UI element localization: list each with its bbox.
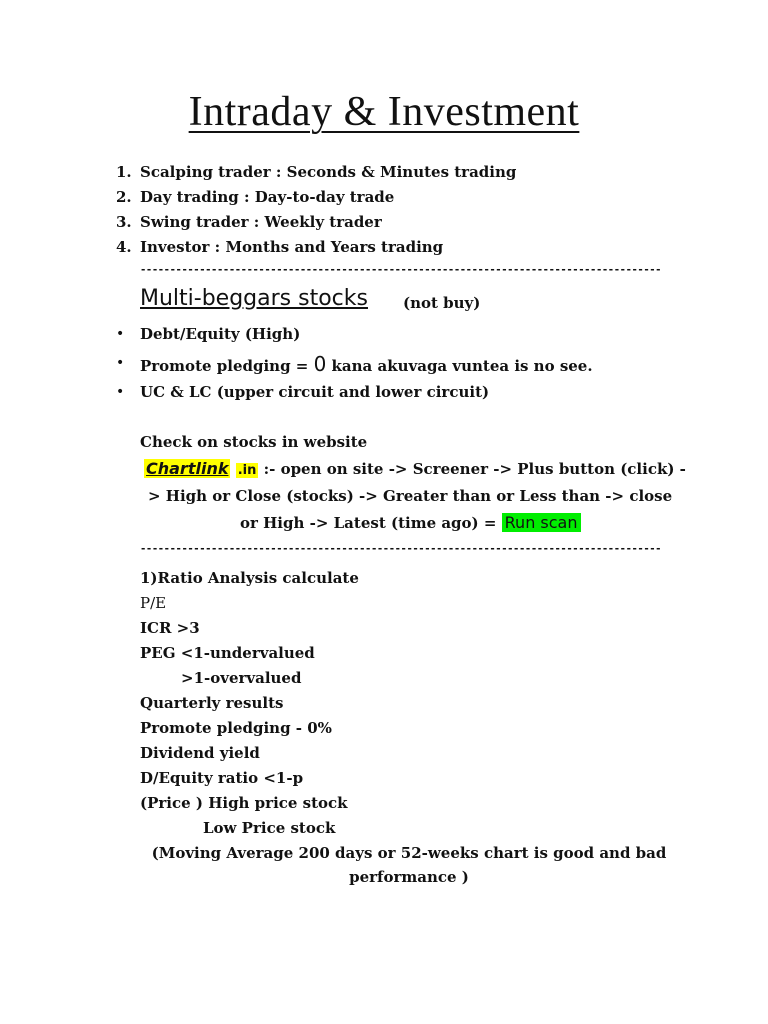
chartlink-steps-2: > High or Close (stocks) -> Greater than or Less than -> close — [148, 487, 673, 505]
chartlink-steps-3 — [240, 513, 581, 532]
ratio-pe: P/E — [140, 594, 167, 612]
page-title: Intraday & Investment — [188, 89, 580, 135]
run-scan-button[interactable]: Run scan — [502, 513, 581, 532]
moving-average-note: (Moving Average 200 days or 52-weeks chart is good and bad — [151, 844, 667, 862]
zero-value: 0 — [313, 352, 327, 376]
chartlink-line — [144, 459, 686, 478]
divider-line: ---------------------------------------------------------------------------------------- — [140, 264, 662, 276]
list-number: 4. — [116, 238, 132, 256]
ratio-pledging: Promote pledging - 0% — [140, 719, 332, 737]
divider-line: ---------------------------------------------------------------------------------------- — [140, 543, 662, 555]
ratio-icr: ICR >3 — [140, 619, 200, 637]
bullet-uc-lc: UC & LC (upper circuit and lower circuit) — [140, 383, 490, 401]
bullet-icon: • — [116, 384, 125, 400]
list-item-investor: Investor : Months and Years trading — [140, 238, 444, 256]
multibaggers-note: (not buy) — [403, 294, 481, 312]
list-item-swing: Swing trader : Weekly trader — [140, 213, 382, 231]
ratio-quarterly: Quarterly results — [140, 694, 284, 712]
ratio-price-high: (Price ) High price stock — [140, 794, 348, 812]
pledging-note: kana akuvaga vuntea is no see. — [326, 357, 593, 375]
ratio-peg-overvalued: >1-overvalued — [181, 669, 302, 687]
list-number: 3. — [116, 213, 132, 231]
ratio-price-low: Low Price stock — [203, 819, 336, 837]
list-number: 1. — [116, 163, 132, 181]
multibaggers-heading: Multi-beggars stocks — [140, 286, 368, 311]
list-number: 2. — [116, 188, 132, 206]
latest-label: or High -> Latest (time ago) = — [240, 514, 502, 532]
list-item-day-trading: Day trading : Day-to-day trade — [140, 188, 395, 206]
bullet-promote-pledging — [140, 352, 593, 376]
bullet-debt-equity: Debt/Equity (High) — [140, 325, 301, 343]
bullet-icon: • — [116, 326, 125, 342]
pledging-label: Promote pledging = — [140, 357, 314, 375]
ratio-peg: PEG <1-undervalued — [140, 644, 315, 662]
bullet-icon: • — [116, 355, 125, 371]
ratio-heading: 1)Ratio Analysis calculate — [140, 569, 359, 587]
chartlink-domain: .in — [237, 463, 257, 478]
ratio-dequity: D/Equity ratio <1-p — [140, 769, 304, 787]
chartlink-steps: :- open on site -> Screener -> Plus button (click) - — [258, 460, 686, 478]
website-intro: Check on stocks in website — [140, 433, 368, 451]
chartlink-link[interactable]: Chartlink — [146, 459, 229, 478]
moving-average-note-2: performance ) — [349, 868, 469, 886]
ratio-dividend: Dividend yield — [140, 744, 260, 762]
list-item-scalping: Scalping trader : Seconds & Minutes trading — [140, 163, 517, 181]
